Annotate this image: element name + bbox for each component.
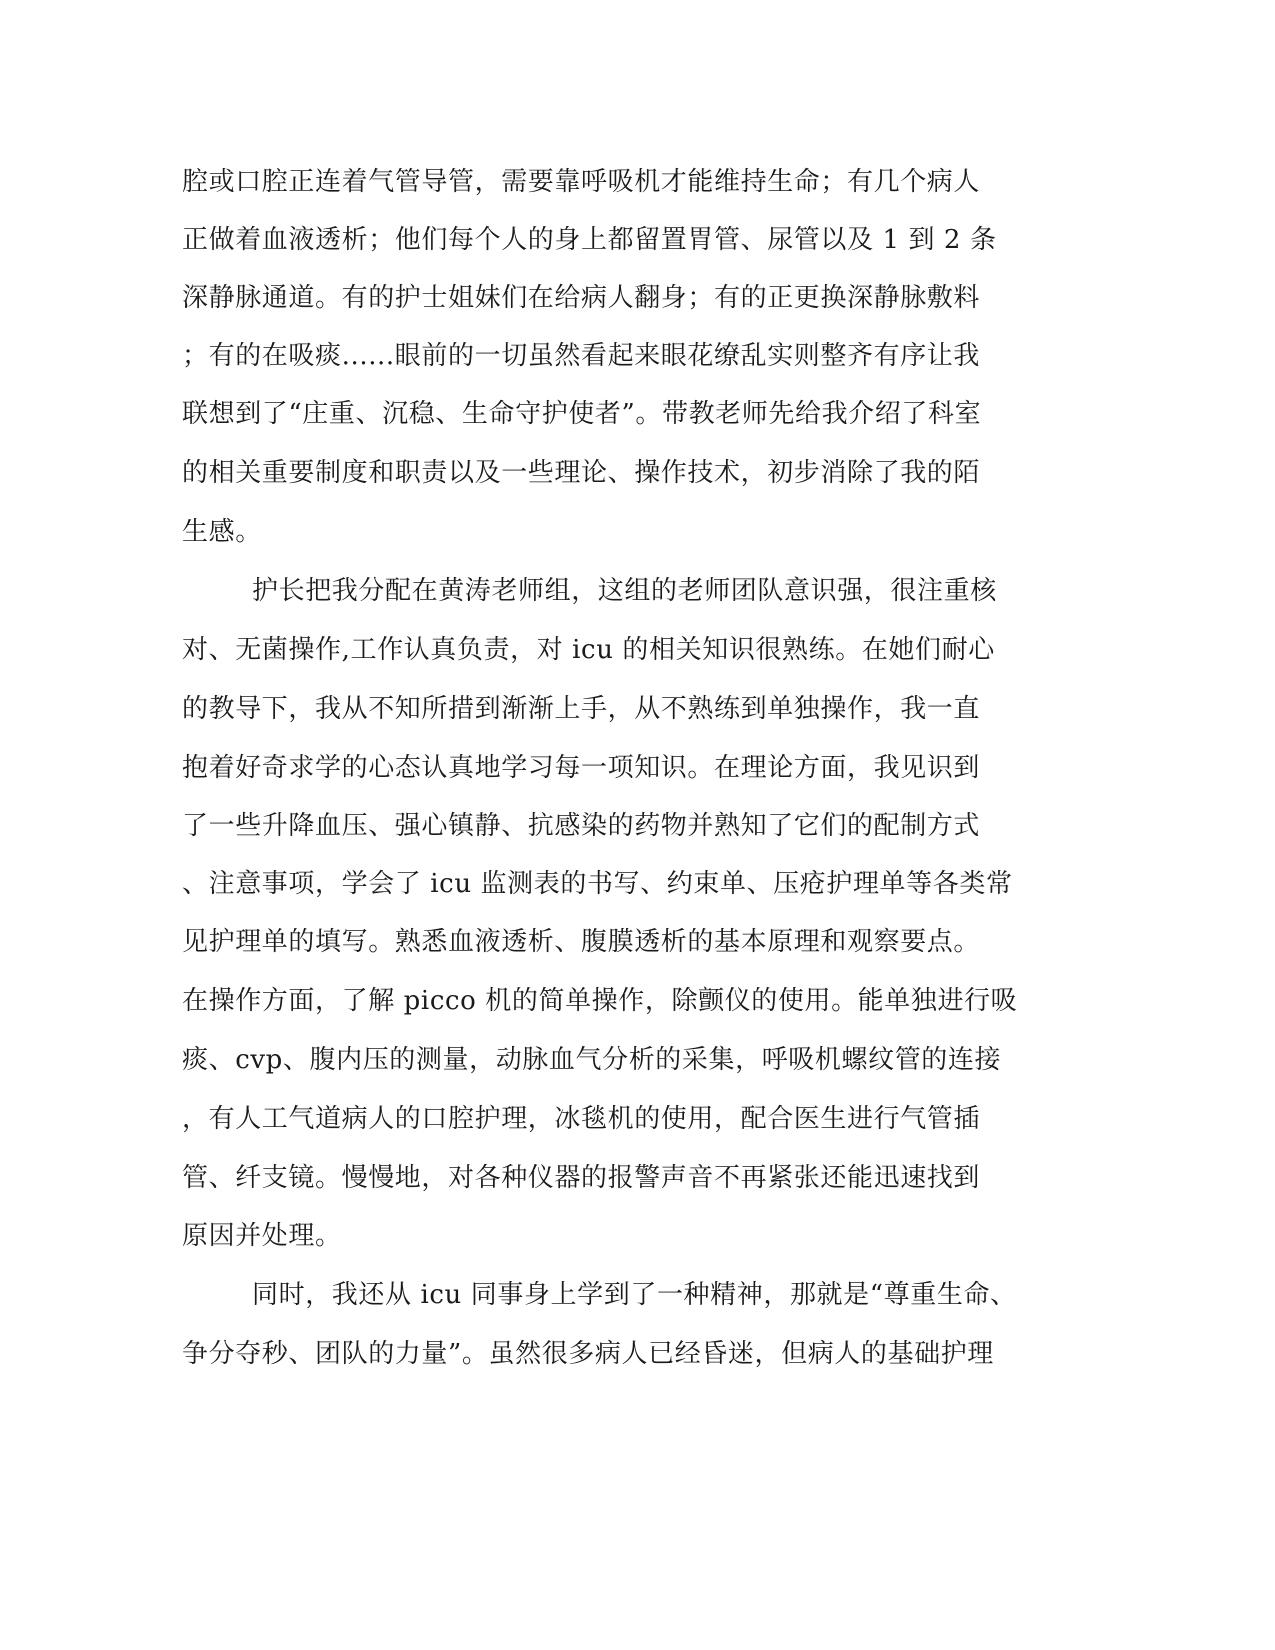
text-line: 深静脉通道。有的护士姐妹们在给病人翻身；有的正更换深静脉敷料	[182, 283, 981, 313]
text-line: 的教导下，我从不知所措到渐渐上手，从不熟练到单独操作，我一直	[182, 694, 981, 724]
text-line: 的相关重要制度和职责以及一些理论、操作技术，初步消除了我的陌	[182, 458, 981, 488]
text-line: 了一些升降血压、强心镇静、抗感染的药物并熟知了它们的配制方式	[182, 811, 981, 841]
text-line: 联想到了“庄重、沉稳、生命守护使者”。带教老师先给我介绍了科室	[182, 399, 982, 429]
text-line: 腔或口腔正连着气管导管，需要靠呼吸机才能维持生命；有几个病人	[182, 167, 981, 197]
text-line: 、注意事项，学会了 icu 监测表的书写、约束单、压疮护理单等各类常	[182, 869, 1013, 899]
text-line: 痰、cvp、腹内压的测量，动脉血气分析的采集，呼吸机螺纹管的连接	[182, 1045, 1002, 1075]
text-line: 争分夺秒、团队的力量”。虽然很多病人已经昏迷，但病人的基础护理	[182, 1339, 994, 1369]
text-line: 生感。	[182, 517, 262, 547]
text-line: 见护理单的填写。熟悉血液透析、腹膜透析的基本原理和观察要点。	[182, 927, 981, 957]
text-line: 管、纤支镜。慢慢地，对各种仪器的报警声音不再紧张还能迅速找到	[182, 1163, 981, 1193]
text-line: ；有的在吸痰......眼前的一切虽然看起来眼花缭乱实则整齐有序让我	[182, 341, 980, 371]
text-line: 原因并处理。	[182, 1221, 342, 1251]
text-line: ，有人工气道病人的口腔护理，冰毯机的使用，配合医生进行气管插	[182, 1104, 981, 1134]
text-line: 抱着好奇求学的心态认真地学习每一项知识。在理论方面，我见识到	[182, 753, 981, 783]
text-line: 对、无菌操作,工作认真负责，对 icu 的相关知识很熟练。在她们耐心	[182, 635, 995, 665]
text-line: 在操作方面，了解 picco 机的简单操作，除颤仪的使用。能单独进行吸	[182, 986, 1018, 1016]
text-line: 正做着血液透析；他们每个人的身上都留置胃管、尿管以及 1 到 2 条	[182, 225, 997, 255]
text-line: 同时，我还从 icu 同事身上学到了一种精神，那就是“尊重生命、	[252, 1280, 1017, 1310]
text-line: 护长把我分配在黄涛老师组，这组的老师团队意识强，很注重核	[252, 576, 997, 606]
